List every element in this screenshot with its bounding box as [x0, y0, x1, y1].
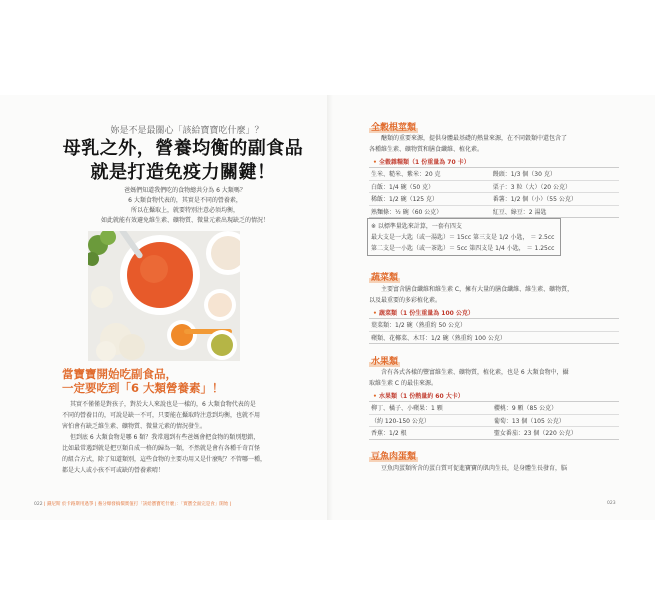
section-text-line: 取維生素 C 的最佳來源。 [369, 380, 438, 387]
left-page-footer [34, 501, 231, 507]
subhead-line-1: 當寶寶開始吃副食品， [62, 367, 177, 381]
table-cell: 白飯：1/4 碗（50 克） [371, 183, 435, 191]
body-paragraph-line: 都是大人或小孩不可或缺的營養素唷！ [62, 467, 165, 474]
question-caption: 妳是不是最關心「該給寶寶吃什麼」？ [110, 126, 264, 136]
note-line: 最大支是一大匙（或一湯匙）＝ 15cc 第三支是 1/2 小匙， ＝ 2.5cc [371, 234, 555, 241]
table-row [369, 180, 619, 193]
table-cell: 生米、糙米、紫米：20 克 [371, 171, 441, 179]
table-row [369, 205, 619, 218]
section-text-line: 含有各式各樣的豐富維生素、礦物質，植化素，也是 6 大類食物中，攝 [381, 369, 569, 376]
body-paragraph-line: 但到底 6 大類食物是哪 6 類？我常遇到有些爸媽會把食物的類別想錯， [70, 434, 260, 441]
headline-line-1: 母乳之外，營養均衡的副食品 [62, 138, 304, 159]
intro-line: 6 大類食物代表的，其實是不同的營養素， [128, 197, 242, 204]
table-cell: 紅豆、綠豆：2 湯匙 [492, 208, 547, 216]
serving-heading-vegetables: • 蔬菜類（1 份生重量為 100 公克） [373, 310, 474, 317]
table-cell: 聖女番茄：23 個（220 公克） [493, 430, 577, 438]
table-row [369, 168, 619, 181]
section-text-line: 醣類的重要來源，提供身體最基礎的熱量來源，在不同穀類中還包含了 [381, 135, 568, 142]
body-paragraph-line: 其實不僅僅是對孩子，對於大人來說也是一樣的，6 大類食物代表的是 [70, 401, 256, 408]
table-cell: 熟麵條：½ 碗（60 公克） [371, 208, 443, 216]
note-line: 第二支是一小匙（或一茶匙）＝ 5cc 第四支是 1/4 小匙， ＝ 1.25cc [371, 245, 555, 252]
table-row [369, 402, 619, 415]
section-text-line: 豆魚肉蛋類所含的蛋白質可促進寶寶的肌肉生長，是身體生長發育，脳 [381, 465, 568, 472]
page-number: 022 [34, 502, 43, 507]
subhead-line-2: 一定要吃到「6 大類營養素」！ [62, 381, 224, 395]
section-text-line: 主要富含膳食纖維和維生素 C，擁有大量的膳食纖維、維生素、礦物質， [381, 286, 574, 293]
table-cell: 柳丁、橘子、小蘋果：1 顆 [371, 405, 443, 413]
serving-heading-fruits: • 水果類（1 份熱量約 60 大卡） [373, 393, 464, 400]
table-cell: 櫻桃：9 顆（85 公克） [493, 405, 558, 413]
note-line: ※ 以標準量匙來計算，一套有四支 [371, 223, 462, 230]
table-cell: 葉菜類：1/2 碗（熟重約 50 公克） [371, 322, 467, 330]
table-row [369, 319, 619, 332]
headline-line-2: 就是打造免疫力關鍵！ [90, 162, 276, 183]
serving-heading-grains: • 全穀雜糧類（1 份重量為 70 卡） [373, 159, 470, 166]
table-row [369, 193, 619, 206]
table-cell: 香蕉：1/2 根 [371, 430, 407, 438]
intro-line: 爸媽們知道我們吃的食物總共分為 6 大類嗎？ [124, 187, 246, 194]
table-cell: 栗子：3 粒（大）（20 公克） [492, 183, 572, 191]
table-cell: （約 120-150 公克） [371, 417, 430, 425]
body-paragraph-line: 害怕會有缺乏維生素、礦物質、微量元素的情況發生。 [62, 423, 207, 430]
vegetables-serving-table [369, 318, 619, 344]
right-page-footer [607, 501, 616, 506]
table-cell: 稀飯：1/2 碗（125 克） [371, 196, 438, 204]
section-title-vegetables: 蔬菜類 [369, 270, 400, 283]
section-title-fruits: 水果類 [369, 354, 400, 367]
table-cell: 葡萄：13 個（105 公克） [493, 417, 565, 425]
table-cell: 番薯：1/2 個（小）（55 公克） [492, 196, 577, 204]
section-title-protein: 豆魚肉蛋類 [369, 449, 418, 462]
section-text-line: 各種維生素、礦物質和膳食纖維、植化素。 [369, 146, 484, 153]
baby-food-photo [88, 231, 240, 361]
table-row [369, 331, 619, 344]
table-cell: 饅頭：1/3 個（30 克） [492, 171, 556, 179]
table-row [369, 427, 619, 440]
body-paragraph-line: 的組合方式，除了知道類別，這些食物的主要功用又是什麼呢？不管哪一種， [62, 456, 267, 463]
book-gutter [327, 95, 333, 520]
intro-line: 如此就能有效避免維生素、礦物質、微量元素出現缺乏的情況！ [100, 217, 269, 224]
measuring-spoon-note [367, 218, 561, 256]
baby-food-illustration [88, 231, 240, 361]
body-paragraph-line: 不同的營養目的，可說是缺一不可，只要能在攝取時注意到均衡，也就不用 [62, 412, 261, 419]
running-footer-text: | 錢尼斯 於卡路斯用過爭 | 養分爆發搞價實值打「該給寶寶吃什麼」：「實寶全面完是食」開始 | [44, 502, 232, 507]
intro-line: 所以在攝取上，就要特別注意必須均衡， [130, 207, 239, 214]
section-text-line: 以及最重要的多彩植化素。 [369, 297, 442, 304]
grains-serving-table [369, 167, 619, 218]
section-title-grains: 全穀根莖類 [369, 120, 418, 133]
fruits-serving-table [369, 401, 619, 440]
body-paragraph-line: 比如最常遇到就是把豆類自成一格的歸為一類，不然就是會有各種千奇百怪 [62, 445, 261, 452]
table-cell: 蘋類、花椰菜、木耳：1/2 碗（熟重約 100 公克） [371, 334, 506, 342]
table-row [369, 414, 619, 427]
page-number: 023 [607, 501, 616, 506]
